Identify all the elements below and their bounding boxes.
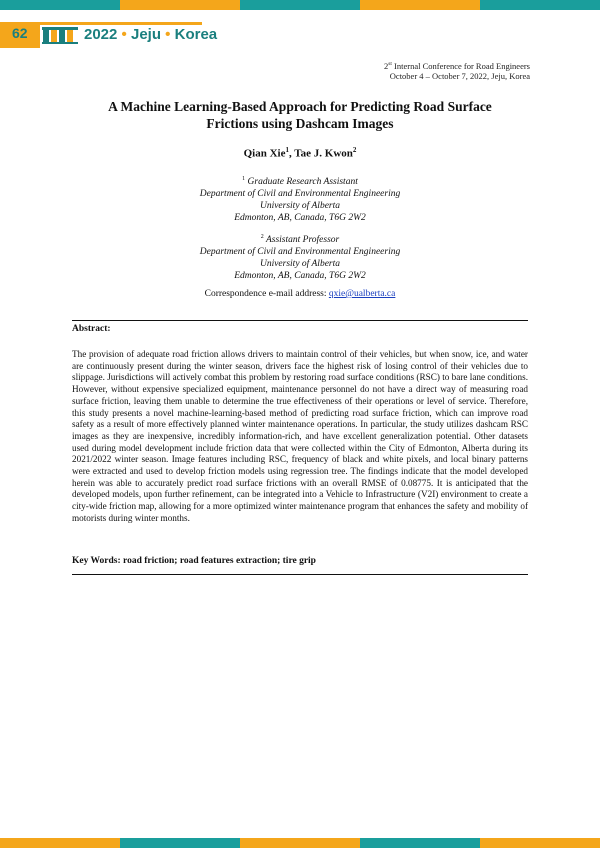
- logo-city: Jeju: [130, 26, 161, 43]
- title-line-1: A Machine Learning-Based Approach for Predicting Road Surface: [108, 99, 492, 114]
- conference-line-1: 2st Internal Conference for Road Engineers: [384, 60, 530, 71]
- keywords: Key Words: road friction; road features extraction; tire grip: [72, 556, 316, 566]
- logo-year: 2022: [84, 26, 118, 43]
- logo-dot: •: [121, 26, 127, 43]
- header-accent-line: [40, 22, 202, 25]
- author-1-affil: 1: [285, 146, 289, 154]
- author-separator: ,: [288, 147, 295, 160]
- author-1: Qian Xie: [243, 147, 286, 160]
- divider-bottom: [72, 574, 528, 575]
- affiliation-2: $^2$ Assistant Professor Department of Civil and Environmental Engineering University of Alberta Edmonton, AB, Canada, T6G 2W2: [199, 234, 401, 282]
- conference-info: [384, 59, 530, 81]
- paper-title: [72, 98, 528, 132]
- top-color-stripe: [0, 0, 600, 10]
- author-list: [72, 146, 528, 160]
- logo-country: Korea: [174, 26, 218, 43]
- author-2: Tae J. Kwon: [294, 147, 353, 160]
- abstract-heading: Abstract:: [72, 324, 111, 334]
- page-header: [0, 22, 600, 50]
- divider-top: [72, 320, 528, 321]
- page-number: 62: [12, 25, 28, 41]
- title-line-2: Frictions using Dashcam Images: [206, 116, 394, 131]
- conference-logo-text: [84, 26, 217, 43]
- logo-dot: •: [165, 26, 171, 43]
- correspondence-label: Correspondence e-mail address:: [204, 289, 329, 299]
- conference-logo-icon: [42, 26, 80, 46]
- correspondence: [72, 289, 528, 299]
- email-link[interactable]: qxie@ualberta.ca: [328, 289, 396, 299]
- conference-line-2: October 4 – October 7, 2022, Jeju, Korea: [389, 70, 530, 81]
- affiliation-1: $^1$ Graduate Research Assistant Department of Civil and Environmental Engineering University of Alberta Edmonton, AB, Canada, T6G 2W2: [199, 176, 401, 224]
- abstract-body: The provision of adequate road friction allows drivers to maintain control of their vehicles, but when snow, ice, and water are continuously present during the winter season, drivers face the highest risk of losing control of their vehicles due to slippage. Jurisdictions will actively combat this problem by restoring road surface conditions (RSC) to bare lane conditions. However, without expensive specialized equipment, maintenance personnel do not have a direct way of measuring road surface friction, leaving them unable to determine the true effectiveness of their operations or level of service. Therefore, this study presents a novel machine-learning-based method of predicting road surface friction, which can improve road safety as a result of more effectively planned winter maintenance operations. In particular, the study utilizes dashcam RSC images as they are inexpensive, incredibly information-rich, and have excellent generalization potential. Other datasets used during model development include friction data that were collected within the City of Edmonton, Alberta during its 2021/2022 winter season. Image features including RSC, frequency of black and white pixels, and local binary patterns were extracted and used to develop friction models using regression tree. The findings indicate that the model developed herein was able to accurately predict road surface frictions with an overall RMSE of 0.08775. It is anticipated that the developed models, upon further refinement, can be integrated into a Vehicle to Infrastructure (V2I) environment to create a city-wide friction map, allowing for a more optimized winter maintenance program that enhances the safety and mobility of motorists during winter months.: [72, 349, 528, 523]
- bottom-color-stripe: [0, 838, 600, 848]
- author-2-affil: 2: [352, 146, 357, 154]
